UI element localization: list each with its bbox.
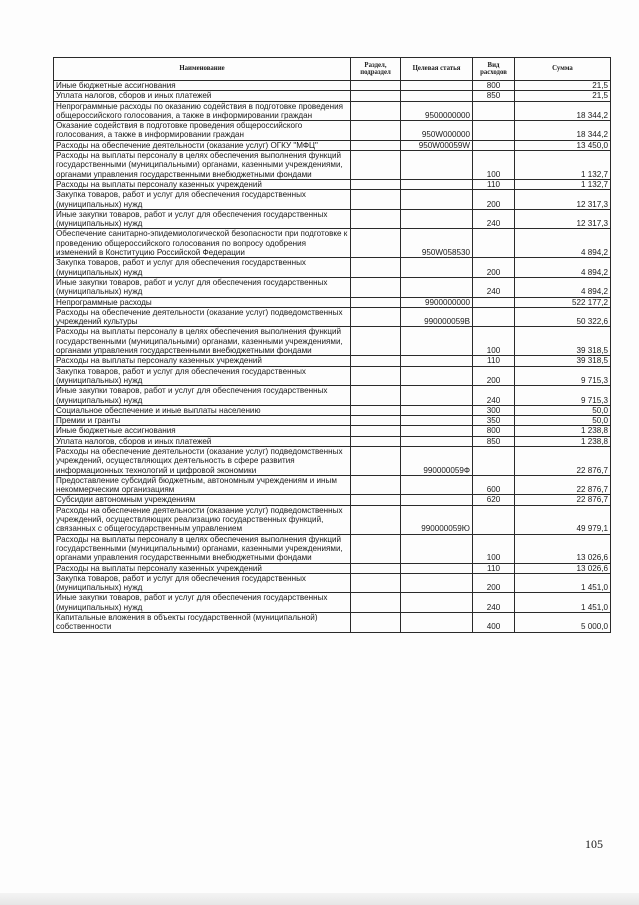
table-row: [54, 179, 611, 189]
cell-name: Капитальные вложения в объекты государственной (муниципальной) собственности: [54, 613, 351, 633]
cell-name: Иные закупки товаров, работ и услуг для обеспечения государственных (муниципальных) нужд: [54, 386, 351, 406]
cell-sum: 22 876,7: [515, 495, 611, 505]
table-row: [54, 140, 611, 150]
cell-name: Расходы на обеспечение деятельности (оказание услуг) ОГКУ "МФЦ": [54, 140, 351, 150]
cell-target: [401, 81, 473, 91]
cell-vid: 850: [473, 91, 515, 101]
table-row: [54, 297, 611, 307]
cell-target: [401, 573, 473, 593]
cell-vid: [473, 101, 515, 121]
cell-vid: 240: [473, 209, 515, 229]
table-row: [54, 229, 611, 258]
cell-name: Иные бюджетные ассигнования: [54, 81, 351, 91]
cell-vid: 110: [473, 356, 515, 366]
cell-section: [351, 495, 401, 505]
cell-target: 990000059Ф: [401, 446, 473, 475]
cell-section: [351, 121, 401, 141]
table-row: [54, 190, 611, 210]
cell-section: [351, 505, 401, 534]
cell-target: [401, 277, 473, 297]
cell-section: [351, 613, 401, 633]
cell-sum: 1 238,8: [515, 426, 611, 436]
cell-name: Расходы на выплаты персоналу казенных учреждений: [54, 356, 351, 366]
cell-sum: 39 318,5: [515, 356, 611, 366]
table-row: [54, 563, 611, 573]
cell-section: [351, 91, 401, 101]
cell-sum: 12 317,3: [515, 190, 611, 210]
cell-section: [351, 327, 401, 356]
cell-target: 950W058530: [401, 229, 473, 258]
cell-name: Расходы на выплаты персоналу казенных учреждений: [54, 563, 351, 573]
table-row: [54, 356, 611, 366]
cell-section: [351, 446, 401, 475]
cell-section: [351, 140, 401, 150]
table-row: [54, 446, 611, 475]
cell-vid: [473, 297, 515, 307]
cell-section: [351, 436, 401, 446]
table-row: [54, 405, 611, 415]
cell-name: Иные бюджетные ассигнования: [54, 426, 351, 436]
cell-sum: 39 318,5: [515, 327, 611, 356]
cell-section: [351, 405, 401, 415]
cell-target: [401, 356, 473, 366]
cell-vid: 110: [473, 563, 515, 573]
cell-name: Расходы на выплаты персоналу казенных учреждений: [54, 179, 351, 189]
cell-target: [401, 613, 473, 633]
cell-target: [401, 327, 473, 356]
cell-section: [351, 297, 401, 307]
cell-section: [351, 307, 401, 327]
cell-name: Уплата налогов, сборов и иных платежей: [54, 91, 351, 101]
table-row: [54, 386, 611, 406]
cell-section: [351, 475, 401, 495]
table-row: [54, 534, 611, 563]
cell-name: Премии и гранты: [54, 416, 351, 426]
cell-target: 950W000000: [401, 121, 473, 141]
header-vid: Вид расходов: [473, 58, 515, 81]
cell-sum: 18 344,2: [515, 121, 611, 141]
cell-section: [351, 179, 401, 189]
table-row: [54, 573, 611, 593]
cell-vid: 100: [473, 151, 515, 180]
header-target: Целевая статья: [401, 58, 473, 81]
cell-sum: 9 715,3: [515, 386, 611, 406]
cell-vid: 100: [473, 327, 515, 356]
cell-section: [351, 151, 401, 180]
cell-target: [401, 563, 473, 573]
cell-target: [401, 386, 473, 406]
cell-name: Закупка товаров, работ и услуг для обеспечения государственных (муниципальных) нужд: [54, 573, 351, 593]
cell-sum: 21,5: [515, 81, 611, 91]
cell-name: Иные закупки товаров, работ и услуг для обеспечения государственных (муниципальных) нужд: [54, 277, 351, 297]
cell-vid: 850: [473, 436, 515, 446]
table-row: [54, 121, 611, 141]
cell-name: Расходы на выплаты персоналу в целях обеспечения выполнения функций государственными (муниципальными) органами, казенными учреждениями, органами управления государственными внебюджетными фондами: [54, 327, 351, 356]
cell-vid: 110: [473, 179, 515, 189]
cell-sum: 50,0: [515, 405, 611, 415]
header-name: Наименование: [54, 58, 351, 81]
cell-name: Закупка товаров, работ и услуг для обеспечения государственных (муниципальных) нужд: [54, 258, 351, 278]
cell-vid: 600: [473, 475, 515, 495]
cell-target: 990000059Ю: [401, 505, 473, 534]
cell-name: Расходы на обеспечение деятельности (оказание услуг) подведомственных учреждений, осуществляющих деятельность в сфере развития информационных технологий и цифровой экономики: [54, 446, 351, 475]
cell-name: Закупка товаров, работ и услуг для обеспечения государственных (муниципальных) нужд: [54, 366, 351, 386]
cell-section: [351, 258, 401, 278]
cell-vid: 350: [473, 416, 515, 426]
page-number: 105: [585, 837, 603, 851]
cell-sum: 50,0: [515, 416, 611, 426]
table-row: [54, 151, 611, 180]
table-row: [54, 495, 611, 505]
cell-name: Оказание содействия в подготовке проведения общероссийского голосования, а также в информировании граждан: [54, 121, 351, 141]
cell-sum: 18 344,2: [515, 101, 611, 121]
cell-vid: [473, 307, 515, 327]
cell-sum: 1 451,0: [515, 573, 611, 593]
cell-section: [351, 563, 401, 573]
cell-vid: 300: [473, 405, 515, 415]
cell-target: 950W00059W: [401, 140, 473, 150]
cell-target: [401, 91, 473, 101]
cell-section: [351, 209, 401, 229]
cell-name: Субсидии автономным учреждениям: [54, 495, 351, 505]
cell-vid: 800: [473, 81, 515, 91]
budget-table: [53, 57, 611, 633]
table-row: [54, 307, 611, 327]
cell-vid: 240: [473, 386, 515, 406]
cell-sum: 1 451,0: [515, 593, 611, 613]
cell-sum: 13 026,6: [515, 534, 611, 563]
cell-section: [351, 277, 401, 297]
cell-target: [401, 151, 473, 180]
cell-sum: 4 894,2: [515, 277, 611, 297]
cell-target: [401, 366, 473, 386]
cell-vid: [473, 446, 515, 475]
table-row: [54, 258, 611, 278]
cell-vid: 240: [473, 277, 515, 297]
table-row: [54, 277, 611, 297]
cell-target: [401, 534, 473, 563]
cell-target: [401, 209, 473, 229]
cell-section: [351, 426, 401, 436]
scan-edge: [0, 893, 639, 905]
cell-name: Обеспечение санитарно-эпидемиологической безопасности при подготовке к проведению общероссийского голосования по вопросу одобрения изменений в Конституцию Российской Федерации: [54, 229, 351, 258]
cell-name: Предоставление субсидий бюджетным, автономным учреждениям и иным некоммерческим организациям: [54, 475, 351, 495]
cell-target: [401, 190, 473, 210]
cell-section: [351, 81, 401, 91]
cell-target: [401, 405, 473, 415]
cell-target: [401, 416, 473, 426]
cell-vid: [473, 121, 515, 141]
table-row: [54, 505, 611, 534]
cell-section: [351, 229, 401, 258]
table-body: [54, 81, 611, 633]
cell-vid: 200: [473, 258, 515, 278]
cell-sum: 1 238,8: [515, 436, 611, 446]
cell-vid: 620: [473, 495, 515, 505]
cell-name: Расходы на обеспечение деятельности (оказание услуг) подведомственных учреждений, осуществляющих реализацию государственных функций, связанных с общегосударственным управлением: [54, 505, 351, 534]
cell-vid: 240: [473, 593, 515, 613]
cell-vid: [473, 505, 515, 534]
cell-vid: [473, 229, 515, 258]
cell-target: [401, 258, 473, 278]
table-row: [54, 101, 611, 121]
cell-vid: 200: [473, 573, 515, 593]
cell-name: Иные закупки товаров, работ и услуг для обеспечения государственных (муниципальных) нужд: [54, 209, 351, 229]
cell-vid: 200: [473, 366, 515, 386]
cell-sum: 13 026,6: [515, 563, 611, 573]
cell-section: [351, 416, 401, 426]
cell-sum: 4 894,2: [515, 258, 611, 278]
cell-section: [351, 593, 401, 613]
cell-sum: 4 894,2: [515, 229, 611, 258]
cell-section: [351, 386, 401, 406]
cell-name: Уплата налогов, сборов и иных платежей: [54, 436, 351, 446]
cell-name: Социальное обеспечение и иные выплаты населению: [54, 405, 351, 415]
table-row: [54, 475, 611, 495]
cell-sum: 22 876,7: [515, 446, 611, 475]
cell-vid: 200: [473, 190, 515, 210]
cell-sum: 12 317,3: [515, 209, 611, 229]
cell-target: [401, 495, 473, 505]
table-row: [54, 327, 611, 356]
table-row: [54, 416, 611, 426]
cell-sum: 13 450,0: [515, 140, 611, 150]
cell-sum: 22 876,7: [515, 475, 611, 495]
cell-sum: 9 715,3: [515, 366, 611, 386]
cell-target: [401, 179, 473, 189]
cell-target: 9500000000: [401, 101, 473, 121]
table-header-row: [54, 58, 611, 81]
cell-sum: 21,5: [515, 91, 611, 101]
cell-name: Расходы на обеспечение деятельности (оказание услуг) подведомственных учреждений культуры: [54, 307, 351, 327]
cell-sum: 1 132,7: [515, 151, 611, 180]
cell-sum: 1 132,7: [515, 179, 611, 189]
cell-name: Расходы на выплаты персоналу в целях обеспечения выполнения функций государственными (муниципальными) органами, казенными учреждениями, органами управления государственными внебюджетными фондами: [54, 534, 351, 563]
cell-vid: 800: [473, 426, 515, 436]
table-row: [54, 209, 611, 229]
cell-name: Закупка товаров, работ и услуг для обеспечения государственных (муниципальных) нужд: [54, 190, 351, 210]
cell-target: 9900000000: [401, 297, 473, 307]
cell-target: [401, 436, 473, 446]
cell-name: Непрограммные расходы по оказанию содействия в подготовке проведения общероссийского голосования, а также в информировании граждан: [54, 101, 351, 121]
cell-section: [351, 190, 401, 210]
cell-section: [351, 573, 401, 593]
cell-sum: 5 000,0: [515, 613, 611, 633]
cell-target: 990000059В: [401, 307, 473, 327]
cell-sum: 50 322,6: [515, 307, 611, 327]
cell-vid: 400: [473, 613, 515, 633]
table-row: [54, 426, 611, 436]
table-row: [54, 613, 611, 633]
cell-target: [401, 426, 473, 436]
cell-name: Иные закупки товаров, работ и услуг для обеспечения государственных (муниципальных) нужд: [54, 593, 351, 613]
table-row: [54, 593, 611, 613]
cell-section: [351, 101, 401, 121]
cell-section: [351, 356, 401, 366]
header-section: Раздел, подраздел: [351, 58, 401, 81]
cell-name: Непрограммные расходы: [54, 297, 351, 307]
table-row: [54, 91, 611, 101]
cell-section: [351, 534, 401, 563]
cell-vid: [473, 140, 515, 150]
cell-name: Расходы на выплаты персоналу в целях обеспечения выполнения функций государственными (муниципальными) органами, казенными учреждениями, органами управления государственными внебюджетными фондами: [54, 151, 351, 180]
table-row: [54, 81, 611, 91]
cell-target: [401, 475, 473, 495]
cell-target: [401, 593, 473, 613]
cell-sum: 522 177,2: [515, 297, 611, 307]
table-row: [54, 366, 611, 386]
table-row: [54, 436, 611, 446]
cell-vid: 100: [473, 534, 515, 563]
header-sum: Сумма: [515, 58, 611, 81]
cell-section: [351, 366, 401, 386]
cell-sum: 49 979,1: [515, 505, 611, 534]
